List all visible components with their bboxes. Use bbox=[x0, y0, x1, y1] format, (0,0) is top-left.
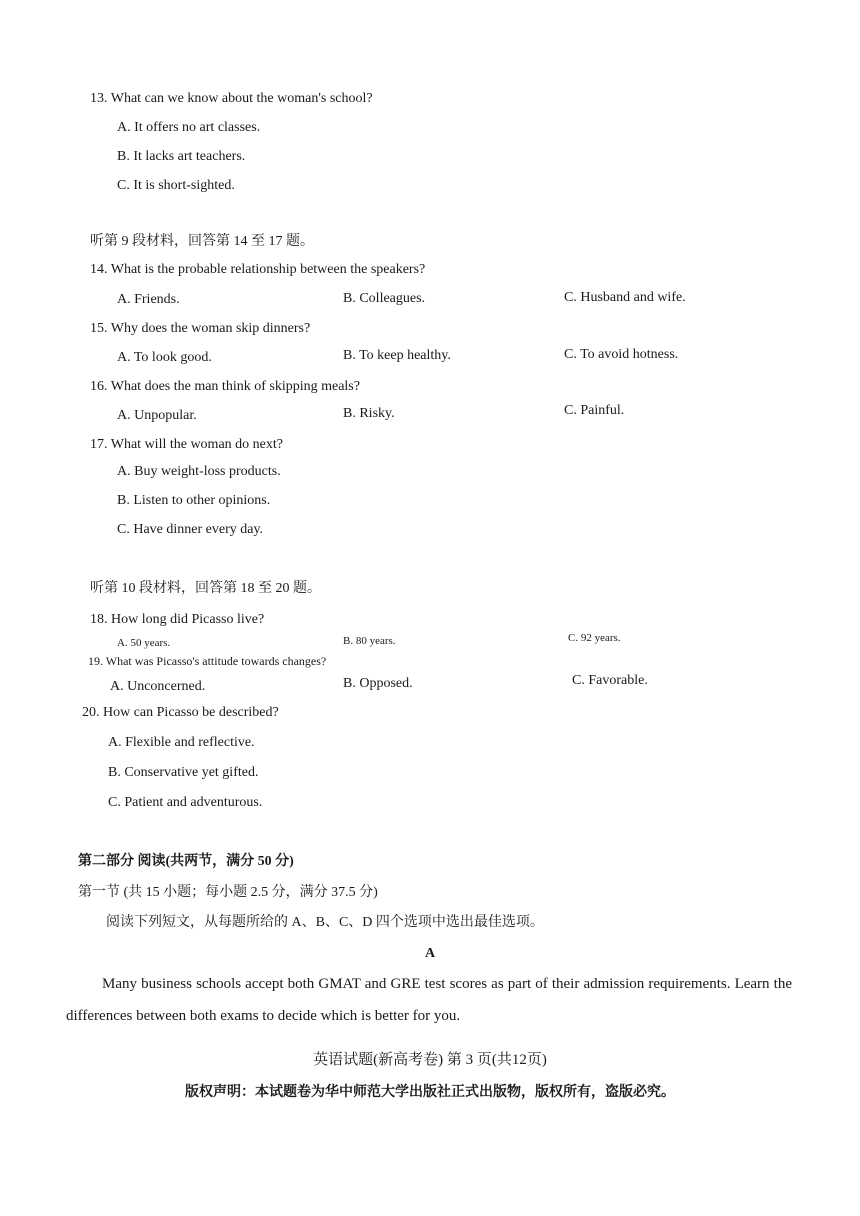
question-18-option-a: A. 50 years. bbox=[117, 637, 171, 649]
copyright-notice bbox=[0, 1084, 860, 1102]
copyright-label: 版权声明： bbox=[185, 1085, 255, 1100]
copyright-text: 本试题卷为华中师范大学出版社正式出版物，版权所有，盗版必究。 bbox=[255, 1085, 675, 1100]
question-14-option-a: A. Friends. bbox=[117, 292, 180, 307]
question-17-option-b: B. Listen to other opinions. bbox=[117, 493, 271, 508]
question-19: 19. What was Picasso's attitude towards changes? bbox=[88, 654, 327, 668]
page-footer: 英语试题(新高考卷) 第 3 页(共12页) bbox=[313, 1052, 547, 1068]
question-15-option-c: C. To avoid hotness. bbox=[564, 347, 679, 362]
question-14: 14. What is the probable relationship between the speakers? bbox=[90, 262, 426, 277]
section-9-heading: 听第 9 段材料，回答第 14 至 17 题。 bbox=[90, 234, 314, 249]
question-15: 15. Why does the woman skip dinners? bbox=[90, 321, 311, 336]
question-17-option-c: C. Have dinner every day. bbox=[117, 522, 264, 537]
part-2-title: 第二部分 阅读(共两节，满分 50 分) bbox=[78, 854, 294, 869]
question-19-option-c: C. Favorable. bbox=[572, 673, 648, 688]
passage-paragraph: Many business schools accept both GMAT and GRE test scores as part of their admission requirements. Learn the differences between both exams to decide which is better for you. bbox=[66, 976, 792, 1024]
question-13-option-b: B. It lacks art teachers. bbox=[117, 149, 246, 164]
question-16-option-a: A. Unpopular. bbox=[117, 408, 197, 423]
section-10-heading: 听第 10 段材料，回答第 18 至 20 题。 bbox=[90, 581, 321, 596]
question-20: 20. How can Picasso be described? bbox=[82, 705, 279, 720]
question-13-option-c: C. It is short-sighted. bbox=[117, 178, 235, 193]
question-13-option-a: A. It offers no art classes. bbox=[117, 120, 261, 135]
section-1-title: 第一节 (共 15 小题；每小题 2.5 分，满分 37.5 分) bbox=[78, 885, 378, 900]
question-13: 13. What can we know about the woman's school? bbox=[90, 91, 373, 106]
question-18-option-b: B. 80 years. bbox=[343, 635, 396, 647]
question-15-option-a: A. To look good. bbox=[117, 350, 212, 365]
passage-label: A bbox=[424, 946, 436, 961]
question-16: 16. What does the man think of skipping meals? bbox=[90, 379, 360, 394]
question-19-option-b: B. Opposed. bbox=[343, 676, 413, 691]
question-20-option-c: C. Patient and adventurous. bbox=[108, 795, 263, 810]
question-18-option-c: C. 92 years. bbox=[568, 632, 621, 644]
question-20-option-a: A. Flexible and reflective. bbox=[108, 735, 255, 750]
question-17: 17. What will the woman do next? bbox=[90, 437, 283, 452]
question-14-option-c: C. Husband and wife. bbox=[564, 290, 686, 305]
question-20-option-b: B. Conservative yet gifted. bbox=[108, 765, 259, 780]
question-14-option-b: B. Colleagues. bbox=[343, 291, 426, 306]
question-15-option-b: B. To keep healthy. bbox=[343, 348, 451, 363]
question-16-option-b: B. Risky. bbox=[343, 406, 395, 421]
reading-instructions: 阅读下列短文，从每题所给的 A、B、C、D 四个选项中选出最佳选项。 bbox=[106, 915, 544, 930]
question-18: 18. How long did Picasso live? bbox=[90, 612, 265, 627]
question-19-option-a: A. Unconcerned. bbox=[110, 679, 206, 694]
question-16-option-c: C. Painful. bbox=[564, 403, 625, 418]
question-17-option-a: A. Buy weight-loss products. bbox=[117, 464, 281, 479]
